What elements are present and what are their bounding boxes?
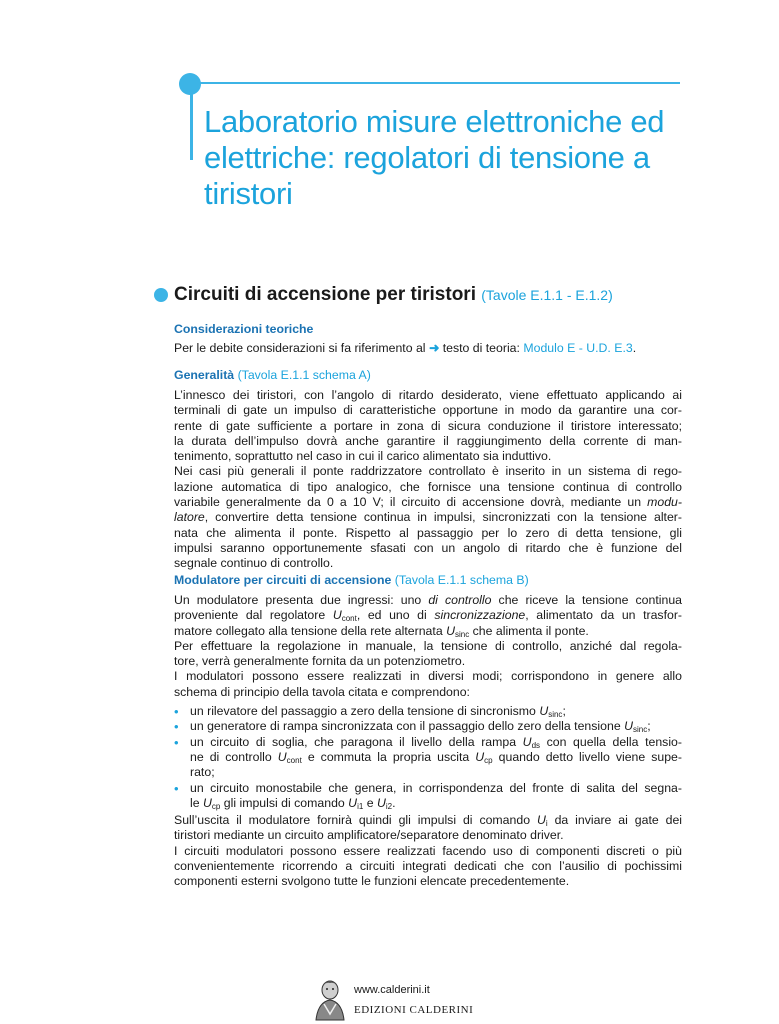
considerazioni-block [174, 321, 682, 356]
symbol-u: U [332, 608, 342, 623]
text-line: impulsi saranno opportunemente sfasati con un angolo di ritardo che è funzione del [174, 540, 682, 555]
text-line: convenientemente ricorrendo a circuiti integrati dedicati che con l’ausilio di pochissimi [174, 858, 682, 873]
section-reference: (Tavole E.1.1 - E.1.2) [481, 287, 613, 303]
generalita-heading-text: Generalità [174, 368, 235, 382]
subscript-sinc: sinc [454, 629, 470, 639]
text-line: terminali di gate un impulso di caratteristiche opportune in modo da garantire una cor- [174, 403, 682, 418]
text-span: variabile generalmente da 0 a 10 V; il circuito di accensione dovrà, mediante un [174, 495, 642, 510]
considerazioni-text-before: Per le debite considerazioni si fa riferimento al [174, 341, 426, 355]
text-line: tore, verrà generalmente fornita da un potenziometro. [174, 654, 466, 669]
list-item [174, 781, 682, 812]
text-line [174, 608, 682, 623]
symbol-u: U [203, 795, 212, 810]
text-span: , ed uno di [356, 608, 427, 623]
section-heading [174, 282, 613, 308]
text-span: matore collegato alla tensione della rete alternata [174, 623, 443, 638]
text-line [174, 495, 682, 510]
subscript-cp: cp [484, 755, 493, 765]
text-span: che riceve la tensione continua [498, 593, 683, 607]
text-span: ; [647, 719, 651, 734]
text-line [190, 735, 682, 750]
symbol-u: U [536, 813, 546, 827]
text-span: con quella della tensio- [546, 734, 682, 749]
text-line [190, 796, 682, 811]
text-emphasis: modu- [647, 495, 682, 510]
text-line: componenti esterni svolgono tutte le funzioni elencate precedentemente. [174, 874, 570, 889]
page-title: Laboratorio misure elettroniche ed elettriche: regolatori di tensione a tiristori [204, 104, 665, 211]
text-line: I modulatori possono essere realizzati in diversi modi; corrispondono in genere allo [174, 669, 682, 684]
symbol-u: U [522, 734, 532, 749]
text-span: e commuta la propria uscita [307, 749, 470, 764]
symbol-u: U [376, 795, 386, 810]
text-span: . [392, 795, 396, 810]
text-line: rente di gate sufficiente a portare in zona di sicura conduzione il tiristore interessato; [174, 418, 682, 433]
text-emphasis: sincronizzazione [434, 608, 526, 623]
text-emphasis: latore [174, 510, 205, 525]
title-accent-bar [190, 84, 193, 160]
text-line: segnale continuo di controllo. [174, 556, 334, 571]
text-line: la durata dell’impulso dovrà anche garantire il raggiungimento della corrente di man- [174, 433, 682, 448]
text-line: tenimento, soprattutto nel caso in cui il carico alimentato sia induttivo. [174, 449, 552, 464]
text-line: rato; [190, 765, 215, 780]
subscript-sinc: sinc [548, 710, 563, 720]
text-line [190, 750, 682, 765]
generalita-reference: (Tavola E.1.1 schema A) [237, 368, 371, 382]
subscript-cp: cp [211, 801, 221, 811]
module-reference: Modulo E - U.D. E.3 [523, 341, 633, 355]
text-span: le [190, 795, 200, 810]
text-line: L’innesco dei tiristori, con l’angolo di ritardo desiderato, viene effettuato applicando ai [174, 388, 682, 402]
modulatore-heading [174, 572, 682, 588]
footer-publisher: EDIZIONI CALDERINI [354, 1004, 474, 1016]
text-span: proveniente dal regolatore [174, 608, 326, 623]
symbol-u: U [446, 623, 455, 638]
symbol-u: U [277, 749, 287, 764]
text-span: gli impulsi di comando [223, 795, 345, 810]
section-heading-text: Circuiti di accensione per tiristori [174, 284, 476, 305]
text-line: tiristori mediante un circuito amplificatore/separatore denominato driver. [174, 828, 564, 843]
footer-url[interactable]: www.calderini.it [354, 984, 430, 996]
text-line: schema di principio della tavola citata e comprendono: [174, 684, 470, 699]
text-line [174, 813, 682, 828]
modulatore-paragraph [174, 593, 682, 700]
subscript-cont: cont [341, 614, 357, 624]
header-rule [190, 82, 680, 84]
text-line [174, 624, 682, 639]
generalita-block [174, 367, 682, 572]
modulatore-heading-text: Modulatore per circuiti di accensione [174, 573, 392, 587]
text-line: lazione automatica di tipo analogico, che fornisce una tensione continua di controllo [174, 479, 682, 494]
text-span: che alimenta il ponte. [472, 623, 589, 638]
symbol-u: U [475, 749, 485, 764]
list-item [174, 719, 682, 734]
footer [308, 974, 478, 1022]
text-span: Sull’uscita il modulatore fornirà quindi gli impulsi di comando [174, 813, 531, 827]
subscript-i2: i2 [385, 801, 393, 811]
considerazioni-heading: Considerazioni teoriche [174, 322, 314, 336]
text-line: Per effettuare la regolazione in manuale, la tensione di controllo, anziché dal regola- [174, 638, 682, 653]
modulatore-block [174, 572, 682, 811]
arrow-icon: ➜ [428, 341, 440, 355]
subscript-ds: ds [531, 740, 541, 750]
generalita-heading [174, 367, 682, 383]
text-span: quando detto livello viene supe- [498, 749, 682, 764]
text-line [174, 593, 682, 608]
text-emphasis: di controllo [428, 593, 492, 607]
text-line: • un circuito monostabile che genera, in corrispondenza del fronte di salita del segna- [190, 780, 682, 795]
list-item [174, 735, 682, 781]
subscript-i: i [545, 819, 548, 828]
text-span: ; [562, 704, 566, 719]
text-line: nata che alimenta il ponte. Rispetto al passaggio per lo zero di detta tensione, gli [174, 525, 682, 540]
considerazioni-text-after: testo di teoria: [442, 341, 520, 355]
text-line [174, 510, 682, 525]
text-span: un generatore di rampa sincronizzata con il passaggio dello zero della tensione [190, 719, 621, 734]
subscript-sinc: sinc [632, 725, 648, 735]
text-span: , alimentato da un trasfor- [525, 608, 683, 623]
section-bullet-dot [154, 288, 168, 302]
considerazioni-text [174, 341, 682, 356]
text-span: ne di controllo [190, 749, 272, 764]
list-item [174, 704, 682, 719]
text-span: , convertire detta tensione continua in impulsi, sincronizzati con la tensione alter- [204, 510, 682, 525]
text-line: I circuiti modulatori possono essere realizzati facendo uso di componenti discreti o più [174, 843, 682, 858]
text-span: un circuito di soglia, che paragona il livello della rampa [190, 734, 517, 749]
symbol-u: U [348, 795, 358, 810]
text-span: Un modulatore presenta due ingressi: uno [174, 593, 422, 607]
generalita-paragraph-2 [174, 464, 682, 571]
subscript-cont: cont [286, 755, 302, 765]
text-line: Nei casi più generali il ponte raddrizzatore controllato è inserito in un sistema di rego- [174, 464, 682, 479]
modulatore-reference: (Tavola E.1.1 schema B) [394, 573, 529, 587]
symbol-u: U [539, 704, 549, 719]
subscript-i1: i1 [357, 801, 364, 811]
publisher-logo-icon [308, 974, 352, 1022]
closing-block [174, 813, 682, 889]
text-span: da inviare ai gate dei [554, 813, 683, 827]
text-span: e [366, 795, 374, 810]
text-span: un rilevatore del passaggio a zero della tensione di sincronismo [190, 704, 536, 719]
component-list [174, 704, 682, 811]
generalita-paragraph-1 [174, 388, 682, 464]
symbol-u: U [624, 719, 633, 734]
considerazioni-period: . [632, 341, 637, 355]
